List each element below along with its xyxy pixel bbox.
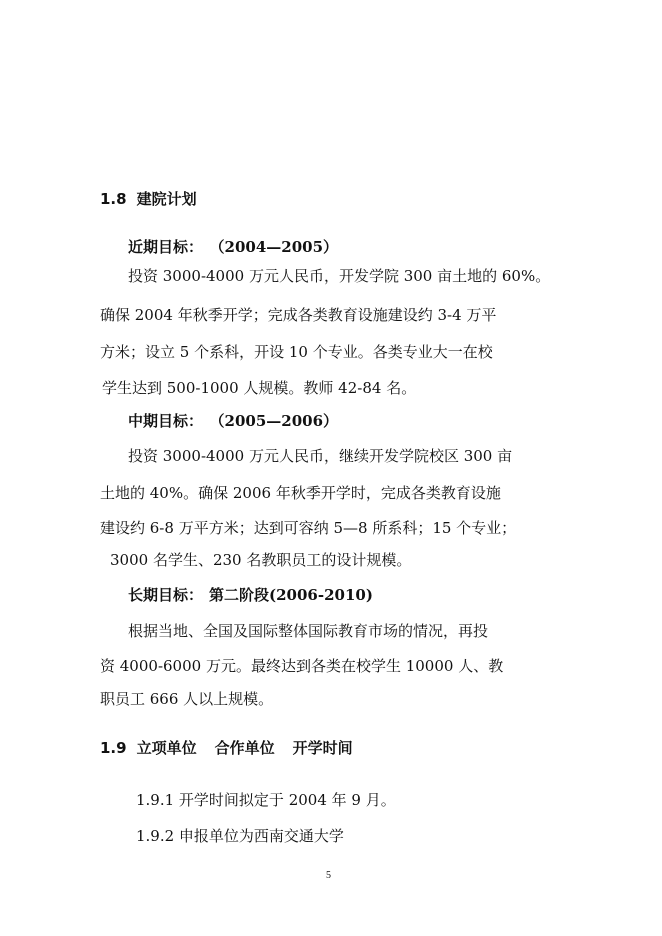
near-term-line-1: 投资 3000-4000 万元人民币，开发学院 300 亩土地的 60%。: [128, 267, 551, 285]
long-term-line-3: 职员工 666 人以上规模。: [100, 690, 274, 708]
near-term-line-2: 确保 2004 年秋季开学；完成各类教育设施建设约 3-4 万平: [100, 306, 497, 324]
near-term-line-3: 方米；设立 5 个系科，开设 10 个专业。各类专业大一在校: [100, 343, 493, 361]
section-title: 建院计划: [136, 190, 197, 208]
mid-term-label: 中期目标：: [128, 412, 204, 430]
mid-term-line-1: 投资 3000-4000 万元人民币，继续开发学院校区 300 亩: [128, 447, 513, 465]
near-term-period: （2004—2005）: [217, 238, 339, 256]
mid-term-line-3: 建设约 6-8 万平方米；达到可容纳 5—8 所系科；15 个专业；: [100, 519, 517, 537]
section-heading-1-9: [100, 738, 371, 758]
mid-term-line-4: 3000 名学生、230 名教职员工的设计规模。: [110, 551, 412, 569]
section-number: 1.9: [100, 739, 127, 757]
near-term-heading: [128, 237, 338, 257]
long-term-label: 长期目标：: [128, 586, 204, 604]
item-1-9-1: 1.9.1 开学时间拟定于 2004 年 9 月。: [136, 791, 396, 809]
near-term-line-4: 学生达到 500-1000 人规模。教师 42-84 名。: [102, 379, 417, 397]
item-1-9-2: 1.9.2 申报单位为西南交通大学: [136, 827, 344, 845]
mid-term-heading: [128, 411, 338, 431]
mid-term-line-2: 土地的 40%。确保 2006 年秋季开学时，完成各类教育设施: [100, 484, 501, 502]
long-term-line-1: 根据当地、全国及国际整体国际教育市场的情况，再投: [128, 622, 489, 640]
mid-term-period: （2005—2006）: [217, 412, 339, 430]
section-number: 1.8: [100, 190, 127, 208]
page-number: 5: [326, 870, 331, 881]
section-part-1: 立项单位: [136, 739, 197, 757]
long-term-period: 第二阶段(2006-2010): [209, 586, 373, 604]
near-term-label: 近期目标：: [128, 238, 204, 256]
section-part-3: 开学时间: [292, 739, 353, 757]
long-term-heading: [128, 585, 373, 605]
section-part-2: 合作单位: [214, 739, 275, 757]
long-term-line-2: 资 4000-6000 万元。最终达到各类在校学生 10000 人、教: [100, 657, 504, 675]
section-heading-1-8: [100, 189, 197, 209]
